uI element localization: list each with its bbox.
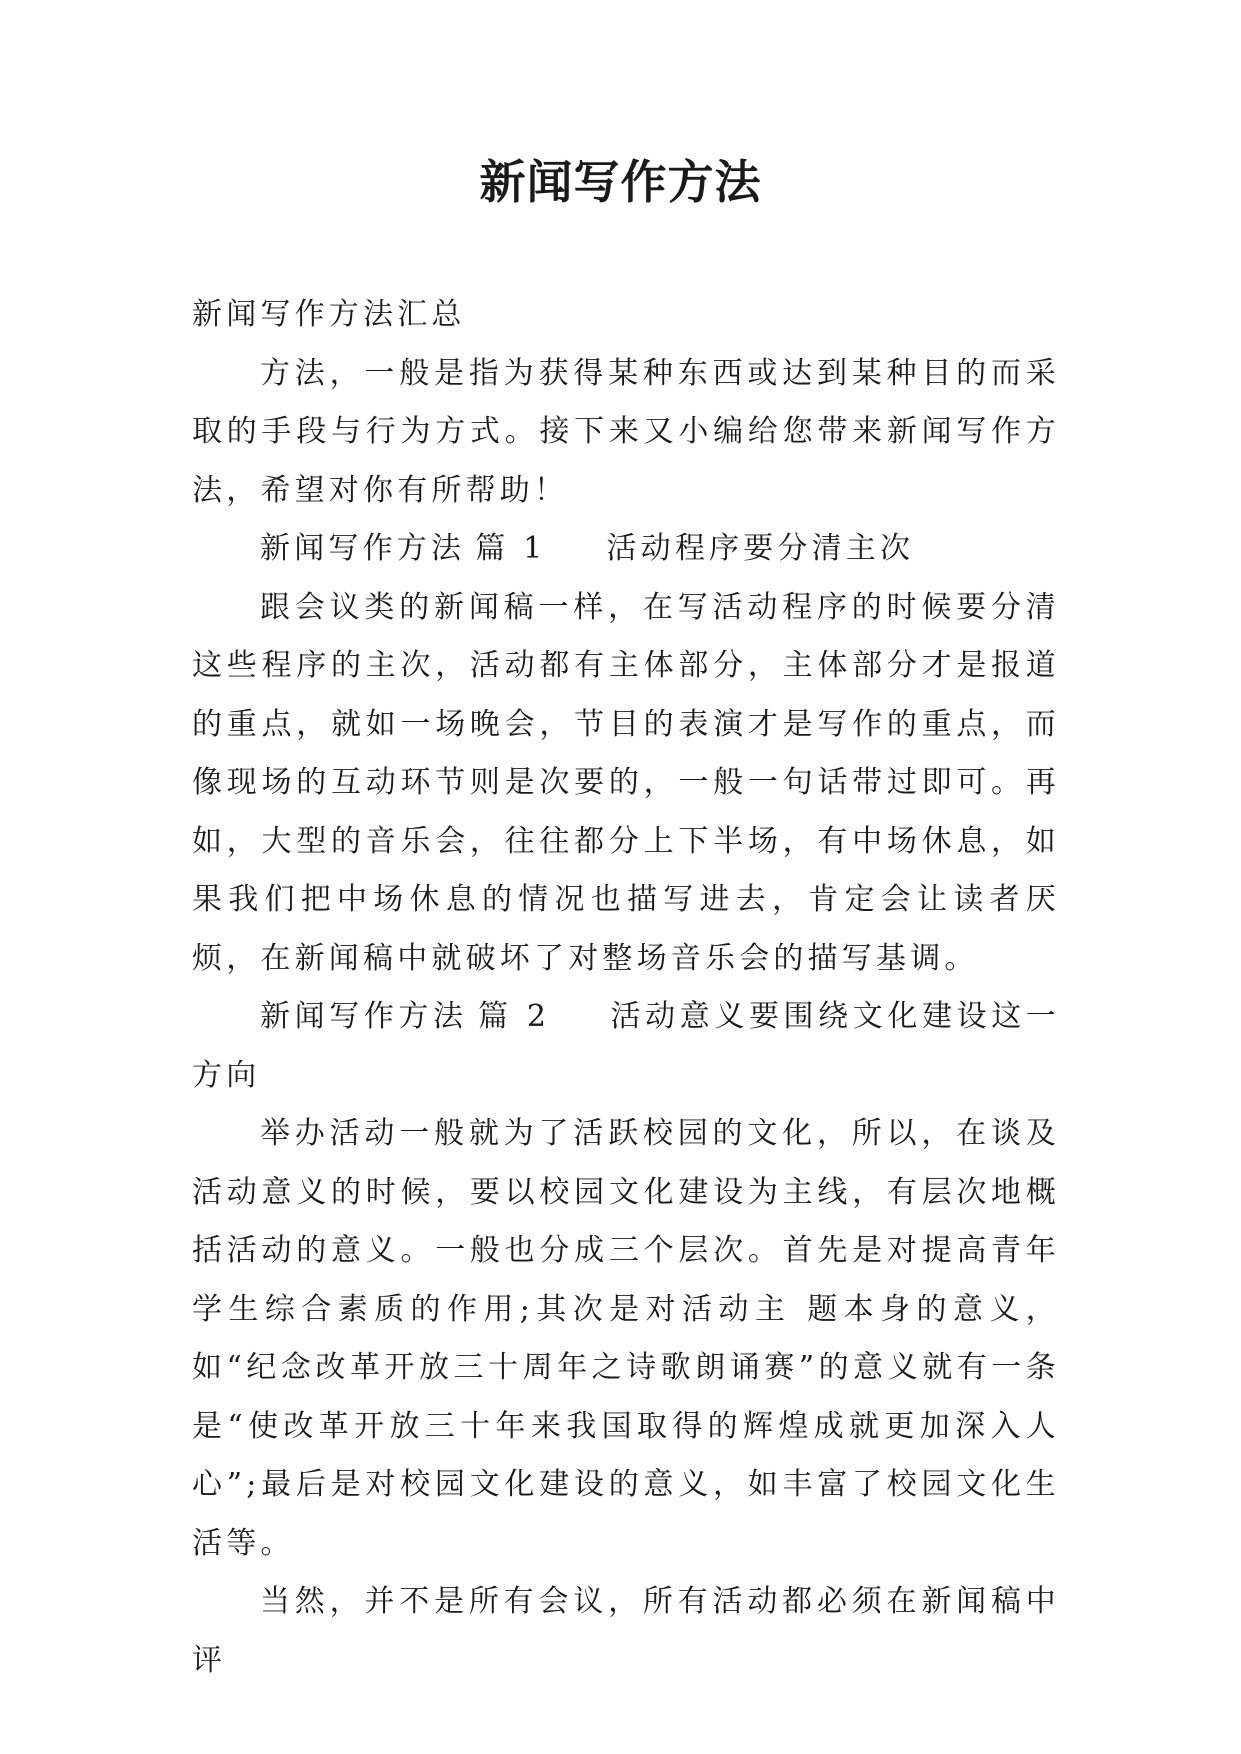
section-1-name: 新闻写作方法 (260, 531, 466, 566)
section-1-paragraph: 跟会议类的新闻稿一样，在写活动程序的时候要分清这些程序的主次，活动都有主体部分，主体部分才是报道的重点，就如一场晚会，节目的表演才是写作的重点，而像现场的互动环节则是次要的，一般一句话带过即可。再如，大型的音乐会，往往都分上下半场，有中场休息，如果我们把中场休息的情况也描写进去，肯定会让读者厌烦，在新闻稿中就破坏了对整场音乐会的描写基调。 (192, 589, 1060, 976)
page-title: 新闻写作方法 (479, 155, 762, 209)
section-2-name: 新闻写作方法 (260, 999, 468, 1034)
section-2-heading-line (192, 988, 1060, 1105)
intro-paragraph: 方法，一般是指为获得某种东西或达到某种目的而采取的手段与行为方式。接下来又小编给您带来新闻写作方法，希望对你有所帮助！ (192, 355, 1060, 508)
document-subtitle: 新闻写作方法汇总 (192, 297, 466, 332)
document-body (192, 286, 1060, 1690)
section-1-heading: 活动程序要分清主次 (606, 531, 915, 566)
section-2-part: 篇 2 (477, 999, 551, 1034)
section-2-paragraph: 举办活动一般就为了活跃校园的文化，所以，在谈及活动意义的时候，要以校园文化建设为主线，有层次地概括活动的意义。一般也分成三个层次。首先是对提高青年学生综合素质的作用;其次是对活动主 题本身的意义，如“纪念改革开放三十周年之诗歌朗诵赛”的意义就有一条是“使改革开放三十年来我国取得的辉煌成就更加深入人心”;最后是对校园文化建设的意义，如丰富了校园文化生活等。 (192, 1116, 1060, 1561)
closing-paragraph: 当然，并不是所有会议，所有活动都必须在新闻稿中评 (192, 1584, 1060, 1678)
section-1-part: 篇 1 (475, 531, 547, 566)
section-2-heading: 活动意义要围绕文化建设这一方向 (192, 999, 1060, 1093)
section-1-heading-line (192, 520, 1060, 579)
